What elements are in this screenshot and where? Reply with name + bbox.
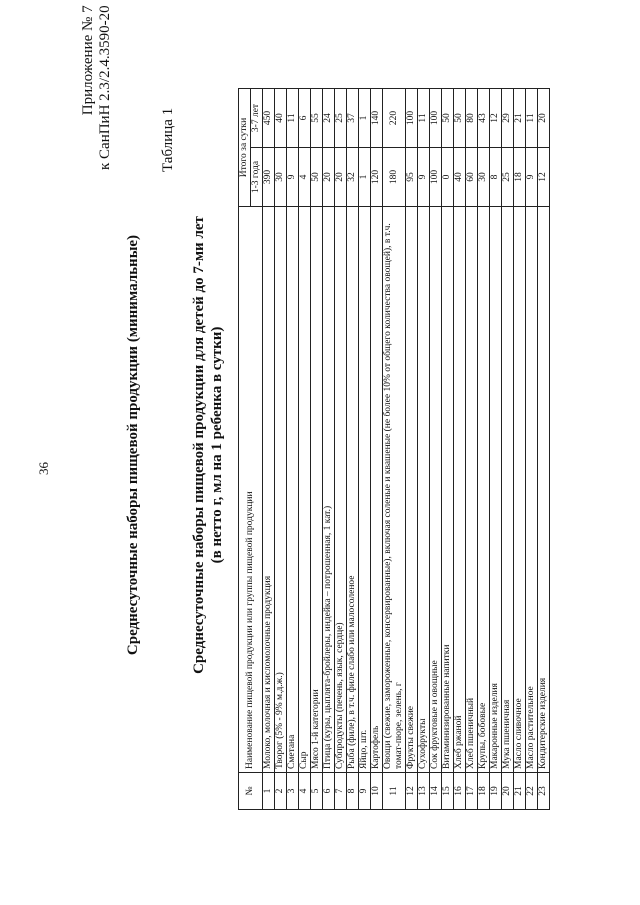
row-name: Сухофрукты xyxy=(418,207,430,773)
row-value-3-7: 40 xyxy=(275,89,287,148)
table-row xyxy=(454,89,466,810)
row-value-3-7: 50 xyxy=(454,89,466,148)
row-value-3-7: 20 xyxy=(538,89,550,148)
row-value-3-7: 220 xyxy=(383,89,406,148)
table-row xyxy=(502,89,514,810)
row-value-1-3: 180 xyxy=(383,148,406,207)
row-name: Хлеб ржаной xyxy=(454,207,466,773)
row-number: 5 xyxy=(311,773,323,810)
row-name: Масло растительное xyxy=(526,207,538,773)
row-value-3-7: 11 xyxy=(418,89,430,148)
row-number: 19 xyxy=(490,773,502,810)
row-value-3-7: 1 xyxy=(359,89,371,148)
row-number: 2 xyxy=(275,773,287,810)
row-number: 12 xyxy=(406,773,418,810)
table-row xyxy=(538,89,550,810)
table-body xyxy=(263,89,550,810)
row-name: Масло сливочное xyxy=(514,207,526,773)
row-value-1-3: 30 xyxy=(478,148,490,207)
subtitle-line-2: (в нетто г, мл на 1 ребенка в сутки) xyxy=(209,326,225,564)
row-number: 21 xyxy=(514,773,526,810)
row-number: 8 xyxy=(347,773,359,810)
row-value-3-7: 21 xyxy=(514,89,526,148)
row-value-1-3: 95 xyxy=(406,148,418,207)
row-value-3-7: 37 xyxy=(347,89,359,148)
row-value-3-7: 29 xyxy=(502,89,514,148)
table-label: Таблица 1 xyxy=(160,107,176,172)
subtitle-line-1: Среднесуточные наборы пищевой продукции для детей до 7-ми лет xyxy=(191,216,207,674)
row-value-1-3: 120 xyxy=(371,148,383,207)
row-value-3-7: 140 xyxy=(371,89,383,148)
row-number: 9 xyxy=(359,773,371,810)
row-number: 7 xyxy=(335,773,347,810)
row-number: 10 xyxy=(371,773,383,810)
row-value-1-3: 100 xyxy=(430,148,442,207)
row-name: Хлеб пшеничный xyxy=(466,207,478,773)
table-row xyxy=(514,89,526,810)
row-value-1-3: 20 xyxy=(323,148,335,207)
table-row xyxy=(347,89,359,810)
table-row xyxy=(359,89,371,810)
header-col-3-7: 3-7 лет xyxy=(251,89,263,148)
row-value-3-7: 80 xyxy=(466,89,478,148)
row-number: 14 xyxy=(430,773,442,810)
row-value-1-3: 40 xyxy=(454,148,466,207)
table-row xyxy=(383,89,406,810)
row-value-1-3: 390 xyxy=(263,148,275,207)
row-name: Сметана xyxy=(287,207,299,773)
appendix-line-2: к СанПиН 2.3/2.4.3590-20 xyxy=(97,5,113,170)
row-name: Сок фруктовые и овощные xyxy=(430,207,442,773)
page-number: 36 xyxy=(36,462,51,475)
header-col-1-3: 1-3 года xyxy=(251,148,263,207)
row-name: Фрукты свежие xyxy=(406,207,418,773)
row-value-1-3: 8 xyxy=(490,148,502,207)
row-number: 18 xyxy=(478,773,490,810)
row-value-3-7: 12 xyxy=(490,89,502,148)
table-row xyxy=(466,89,478,810)
food-table xyxy=(238,88,550,810)
row-value-1-3: 32 xyxy=(347,148,359,207)
row-name: Сыр xyxy=(299,207,311,773)
row-name: Молоко, молочная и кисломолочные продукция xyxy=(263,207,275,773)
row-value-3-7: 50 xyxy=(442,89,454,148)
table-row xyxy=(299,89,311,810)
row-number: 1 xyxy=(263,773,275,810)
table-row xyxy=(287,89,299,810)
row-value-3-7: 100 xyxy=(430,89,442,148)
main-title: Среднесуточные наборы пищевой продукции (минимальные) xyxy=(125,234,141,656)
row-value-1-3: 25 xyxy=(502,148,514,207)
row-value-3-7: 25 xyxy=(335,89,347,148)
row-name: Творог (5% - 9% м.д.ж.) xyxy=(275,207,287,773)
row-number: 6 xyxy=(323,773,335,810)
row-name: Макаронные изделия xyxy=(490,207,502,773)
row-name: Крупы, бобовые xyxy=(478,207,490,773)
row-number: 11 xyxy=(383,773,406,810)
table-row xyxy=(311,89,323,810)
row-number: 13 xyxy=(418,773,430,810)
row-value-1-3: 50 xyxy=(311,148,323,207)
row-value-1-3: 9 xyxy=(287,148,299,207)
row-value-3-7: 43 xyxy=(478,89,490,148)
row-value-1-3: 30 xyxy=(275,148,287,207)
row-value-1-3: 18 xyxy=(514,148,526,207)
row-name: Мука пшеничная xyxy=(502,207,514,773)
row-value-3-7: 6 xyxy=(299,89,311,148)
row-number: 3 xyxy=(287,773,299,810)
table-row xyxy=(490,89,502,810)
row-value-1-3: 60 xyxy=(466,148,478,207)
table-row xyxy=(335,89,347,810)
header-group: Итого за сутки xyxy=(239,89,251,207)
table-row xyxy=(263,89,275,810)
table-row xyxy=(406,89,418,810)
subtitle xyxy=(190,135,226,755)
row-number: 15 xyxy=(442,773,454,810)
table-row xyxy=(418,89,430,810)
row-name: Рыба (филе), в т.ч. филе слабо или малосоленое xyxy=(347,207,359,773)
row-name: Кондитерские изделия xyxy=(538,207,550,773)
row-value-3-7: 100 xyxy=(406,89,418,148)
row-number: 20 xyxy=(502,773,514,810)
table-row xyxy=(275,89,287,810)
row-value-3-7: 11 xyxy=(526,89,538,148)
header-num: № xyxy=(239,773,263,810)
row-name: Картофель xyxy=(371,207,383,773)
table-row xyxy=(430,89,442,810)
row-value-1-3: 12 xyxy=(538,148,550,207)
row-name: Птица (куры, цыплята-бройлеры, индейка – потрошенная, 1 кат.) xyxy=(323,207,335,773)
row-number: 22 xyxy=(526,773,538,810)
row-name: Мясо 1-й категории xyxy=(311,207,323,773)
row-value-3-7: 24 xyxy=(323,89,335,148)
table-row xyxy=(323,89,335,810)
row-value-1-3: 0 xyxy=(442,148,454,207)
row-value-1-3: 4 xyxy=(299,148,311,207)
row-value-1-3: 1 xyxy=(359,148,371,207)
header-name: Наименование пищевой продукции или группы пищевой продукции xyxy=(239,207,263,773)
row-name: Овощи (свежие, замороженные, консервированные), включая соленые и квашеные (не более 10% от общего количества овощей), в т.ч. томат-пюре, зелень, г xyxy=(383,207,406,773)
row-value-1-3: 9 xyxy=(418,148,430,207)
row-value-3-7: 450 xyxy=(263,89,275,148)
appendix-note xyxy=(80,5,114,170)
table-row xyxy=(478,89,490,810)
header-row-group xyxy=(239,89,251,810)
row-number: 17 xyxy=(466,773,478,810)
row-value-1-3: 20 xyxy=(335,148,347,207)
table-row xyxy=(526,89,538,810)
row-number: 16 xyxy=(454,773,466,810)
row-name: Яйцо, шт. xyxy=(359,207,371,773)
row-number: 4 xyxy=(299,773,311,810)
appendix-line-1: Приложение № 7 xyxy=(80,5,96,116)
row-name: Витаминизированные напитки xyxy=(442,207,454,773)
row-value-1-3: 9 xyxy=(526,148,538,207)
row-number: 23 xyxy=(538,773,550,810)
row-name: Субпродукты (печень, язык, сердце) xyxy=(335,207,347,773)
row-value-3-7: 55 xyxy=(311,89,323,148)
table-row xyxy=(442,89,454,810)
table-row xyxy=(371,89,383,810)
row-value-3-7: 11 xyxy=(287,89,299,148)
